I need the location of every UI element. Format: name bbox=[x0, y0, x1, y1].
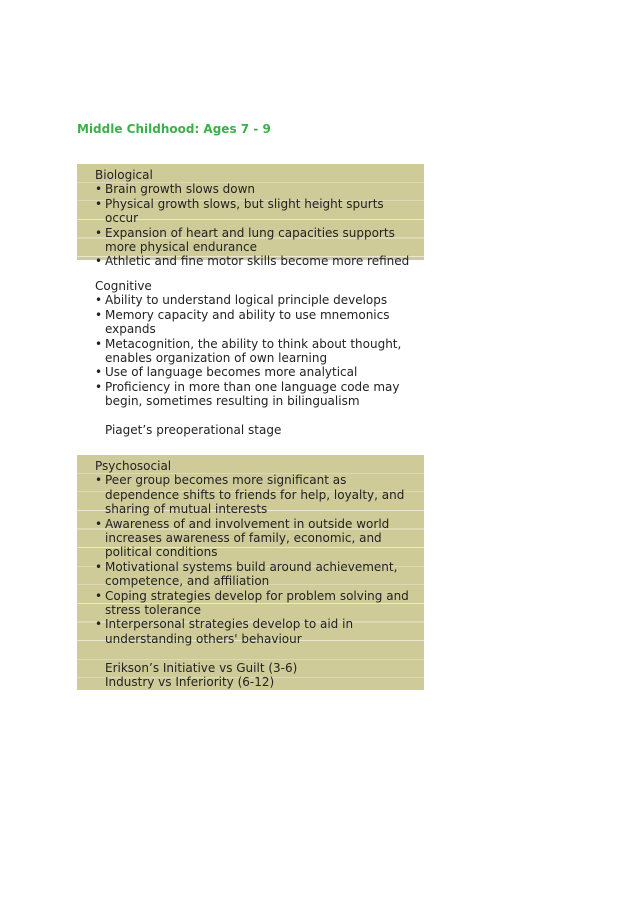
psychosocial-heading: Psychosocial bbox=[95, 459, 172, 473]
list-item: • Physical growth slows, but slight height spurts occur bbox=[95, 197, 420, 226]
list-item: • Awareness of and involvement in outside world increases awareness of family, economic, and political conditions bbox=[95, 517, 420, 560]
cognitive-section bbox=[77, 275, 424, 445]
cognitive-list bbox=[95, 293, 420, 408]
psychosocial-note-2: Industry vs Inferiority (6-12) bbox=[105, 675, 275, 690]
biological-section bbox=[77, 164, 424, 269]
list-item: • Interpersonal strategies develop to aid in understanding others' behaviour bbox=[95, 617, 420, 646]
list-item: • Motivational systems build around achievement, competence, and affiliation bbox=[95, 560, 420, 589]
list-item: • Expansion of heart and lung capacities supports more physical endurance bbox=[95, 226, 420, 255]
cognitive-note: Piaget’s preoperational stage bbox=[105, 423, 282, 438]
page-title: Middle Childhood: Ages 7 - 9 bbox=[77, 122, 271, 136]
cognitive-heading: Cognitive bbox=[95, 279, 152, 293]
list-item: • Coping strategies develop for problem solving and stress tolerance bbox=[95, 589, 420, 618]
list-item: • Memory capacity and ability to use mnemonics expands bbox=[95, 308, 420, 337]
biological-heading: Biological bbox=[95, 168, 153, 182]
list-item: • Ability to understand logical principle develops bbox=[95, 293, 420, 307]
psychosocial-list bbox=[95, 473, 420, 646]
list-item: • Proficiency in more than one language code may begin, sometimes resulting in bilingualism bbox=[95, 380, 420, 409]
list-item: • Athletic and fine motor skills become more refined bbox=[95, 254, 420, 268]
psychosocial-section bbox=[77, 455, 424, 690]
biological-list bbox=[95, 182, 420, 268]
list-item: • Metacognition, the ability to think about thought, enables organization of own learning bbox=[95, 337, 420, 366]
list-item: • Brain growth slows down bbox=[95, 182, 420, 196]
list-item: • Use of language becomes more analytical bbox=[95, 365, 420, 379]
psychosocial-note-1: Erikson’s Initiative vs Guilt (3-6) bbox=[105, 660, 298, 675]
list-item: • Peer group becomes more significant as dependence shifts to friends for help, loyalty, and sharing of mutual interests bbox=[95, 473, 420, 516]
